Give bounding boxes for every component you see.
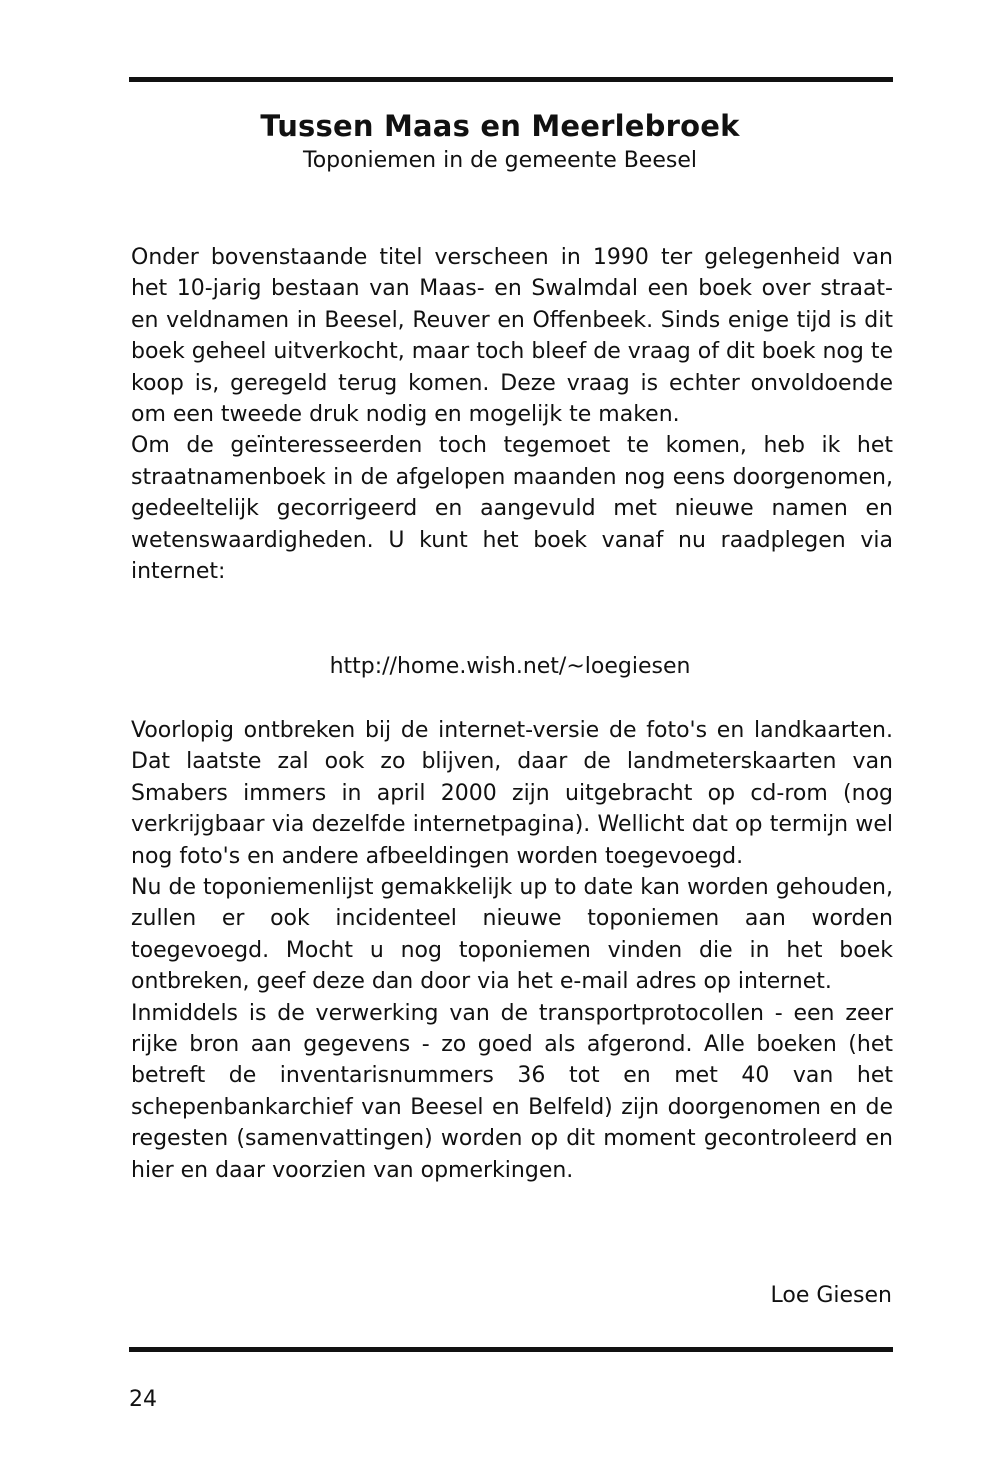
body-text-after-url: [131, 715, 893, 1186]
paragraph: Onder bovenstaande titel verscheen in 1990 ter gelegenheid van het 10-jarig bestaan van Maas- en Swalmdal een boek over straat- en veldnamen in Beesel, Reuver en Offenbeek. Sinds enige tijd is dit boek geheel uitverkocht, maar toch bleef de vraag of dit boek nog te koop is, geregeld terug komen. Deze vraag is echter onvoldoende om een tweede druk nodig en mogelijk te maken.: [131, 245, 893, 428]
website-url: http://home.wish.net/~loegiesen: [329, 654, 691, 679]
paragraph: Inmiddels is de verwerking van de transportprotocollen - een zeer rijke bron aan gegevens - zo goed als afgerond. Alle boeken (het betreft de inventarisnummers 36 tot en met 40 van het schepenbankarchief van Beesel en Belfeld) zijn doorgenomen en de regesten (samenvattingen) worden op dit moment gecontroleerd en hier en daar voorzien van opmerkingen.: [131, 1000, 893, 1183]
article-title: Tussen Maas en Meerlebroek: [260, 109, 740, 143]
author-signature: Loe Giesen: [770, 1283, 892, 1308]
top-rule: [129, 77, 893, 82]
paragraph: Nu de toponiemenlijst gemakkelijk up to date kan worden gehouden, zullen er ook incidenteel nieuwe toponiemen aan worden toegevoegd. Mocht u nog toponiemen vinden die in het boek ontbreken, geef deze dan door via het e-mail adres op internet.: [131, 875, 893, 995]
paragraph: Voorlopig ontbreken bij de internet-versie de foto's en landkaarten. Dat laatste zal ook zo blijven, daar de landmeterskaarten van Smabers immers in april 2000 zijn uitgebracht op cd-rom (nog verkrijgbaar via dezelfde internetpagina). Wellicht dat op termijn wel nog foto's en andere afbeeldingen worden toegevoegd.: [131, 718, 893, 869]
bottom-rule: [129, 1347, 893, 1352]
paragraph: Om de geïnteresseerden toch tegemoet te komen, heb ik het straatnamenboek in de afgelopen maanden nog eens doorgenomen, gedeeltelijk gecorrigeerd en aangevuld met nieuwe namen en wetenswaardigheden. U kunt het boek vanaf nu raadplegen via internet:: [131, 433, 893, 585]
article-subtitle: Toponiemen in de gemeente Beesel: [303, 148, 697, 173]
body-text-before-url: [131, 242, 893, 587]
page-number: 24: [129, 1387, 157, 1412]
